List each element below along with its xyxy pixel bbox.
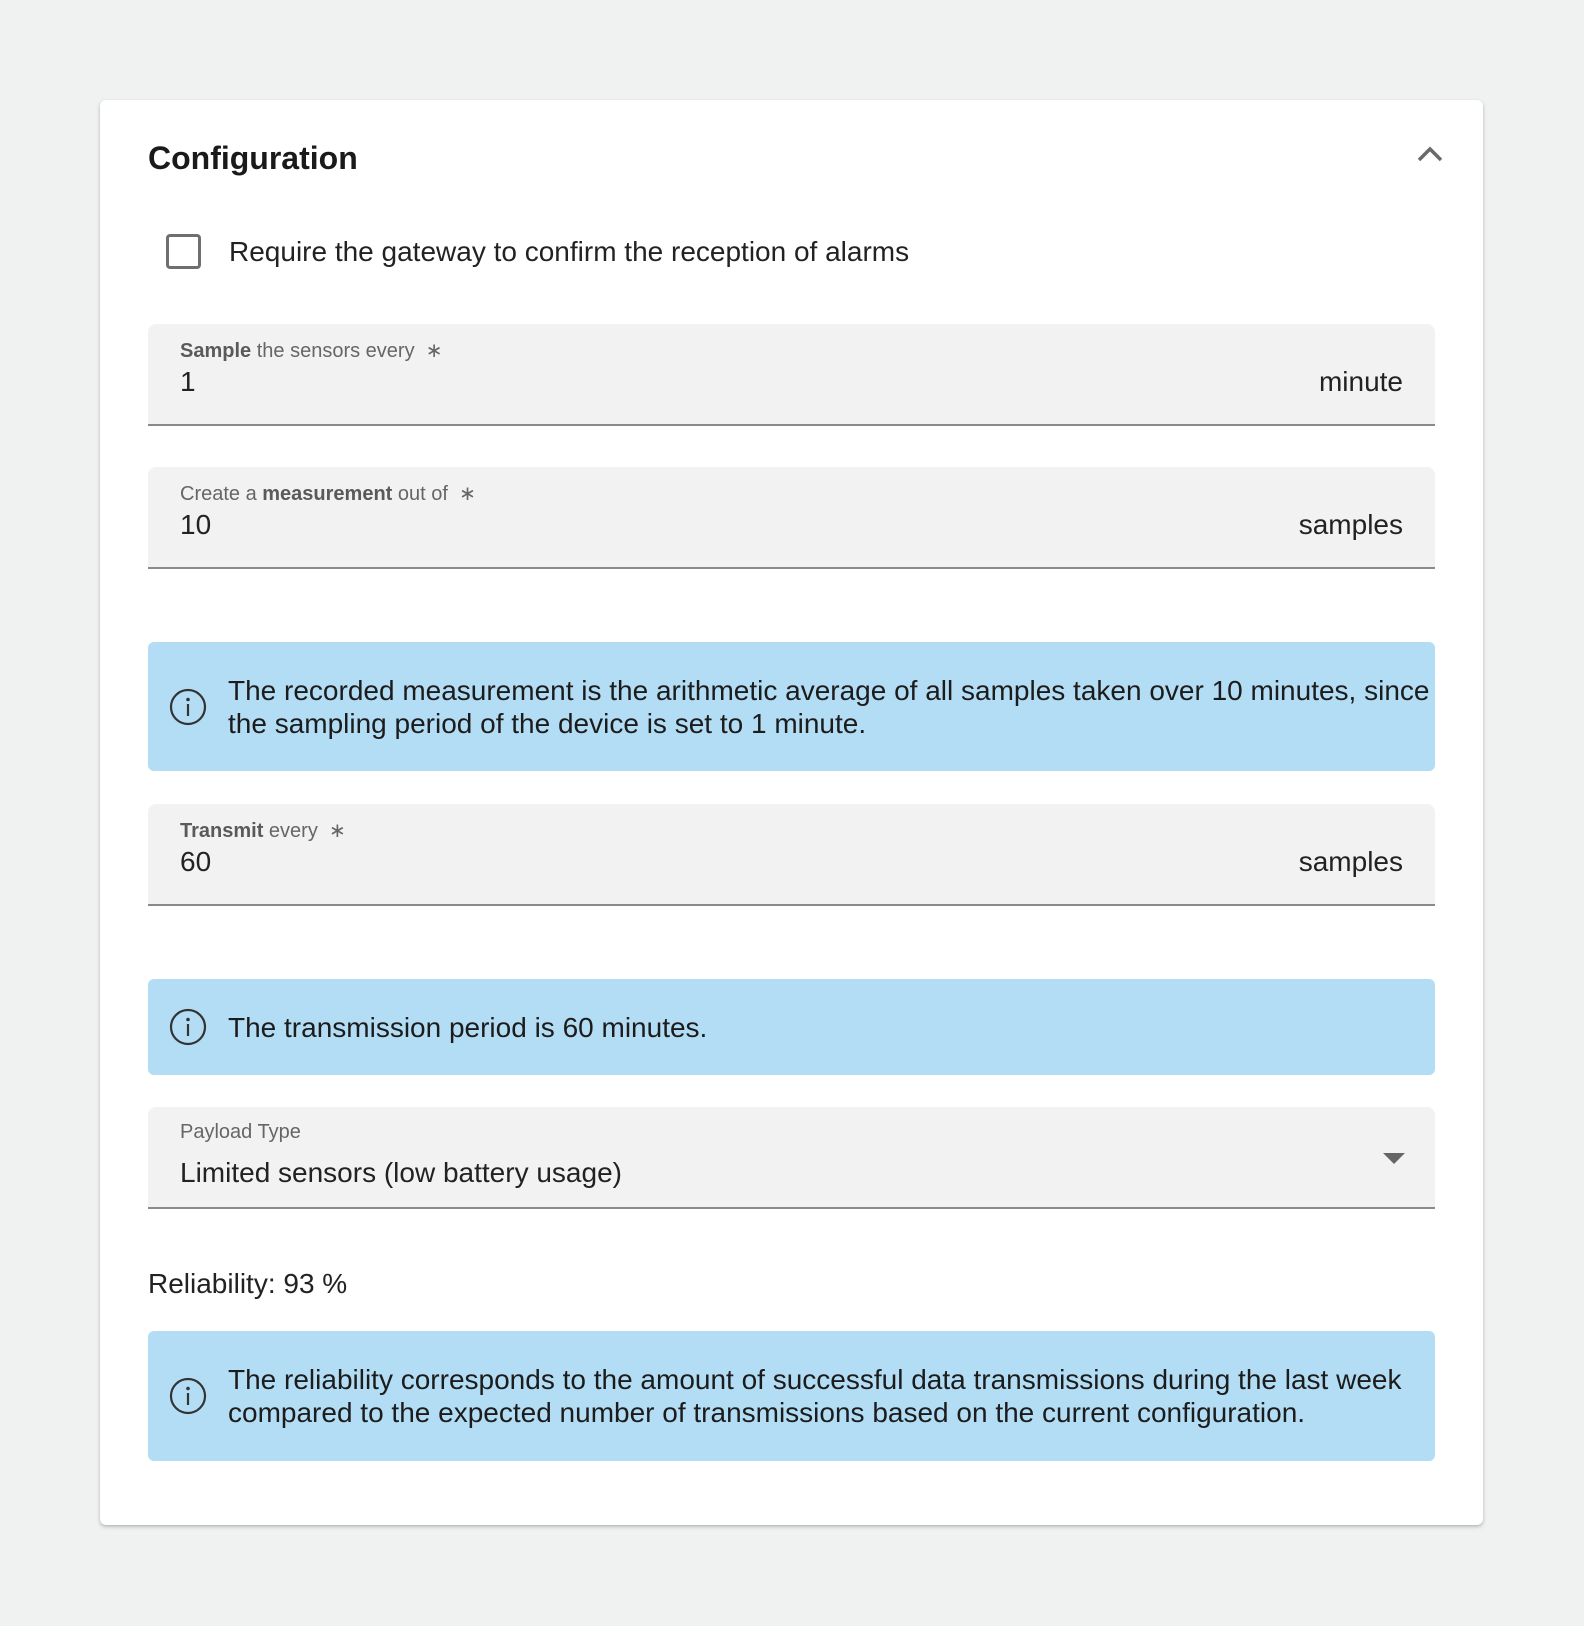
card-title: Configuration [148, 140, 358, 176]
chevron-up-icon[interactable] [1415, 144, 1445, 164]
field-value[interactable]: 60 [180, 846, 212, 877]
measurement-samples-field[interactable] [148, 467, 1435, 569]
field-unit: samples [1298, 509, 1403, 540]
configuration-card [100, 100, 1483, 1525]
payload-type-select[interactable] [148, 1107, 1435, 1209]
transmit-interval-field[interactable] [148, 804, 1435, 906]
info-icon [168, 1007, 208, 1047]
field-value[interactable]: 1 [180, 366, 196, 397]
info-text: The reliability corresponds to the amount of successful data transmissions during the last week compared to the expected number of transmissions based on the current configuration. [228, 1364, 1402, 1428]
confirm-alarms-row[interactable] [166, 234, 909, 269]
info-icon [168, 687, 208, 727]
field-label: Transmit every ∗ [180, 820, 346, 842]
field-value[interactable]: 10 [180, 509, 212, 540]
select-value[interactable]: Limited sensors (low battery usage) [180, 1157, 622, 1188]
dropdown-arrow-icon[interactable] [1383, 1153, 1405, 1164]
field-label: Sample the sensors every ∗ [180, 340, 443, 362]
info-banner-measurement [148, 642, 1435, 771]
info-icon [168, 1376, 208, 1416]
info-text: The transmission period is 60 minutes. [228, 1011, 708, 1043]
info-banner-transmission [148, 979, 1435, 1075]
confirm-alarms-checkbox[interactable] [166, 234, 201, 269]
field-label: Create a measurement out of ∗ [180, 483, 476, 505]
sample-interval-field[interactable] [148, 324, 1435, 426]
field-label: Payload Type [180, 1121, 301, 1143]
field-unit: minute [1318, 366, 1403, 397]
info-text: The recorded measurement is the arithmetic average of all samples taken over 10 minutes, since the sampling period of the device is set to 1 minute. [228, 674, 1430, 739]
field-unit: samples [1298, 846, 1403, 877]
checkbox-label: Require the gateway to confirm the reception of alarms [229, 235, 910, 267]
reliability-text: Reliability: 93 % [148, 1268, 348, 1299]
info-banner-reliability [148, 1331, 1435, 1461]
